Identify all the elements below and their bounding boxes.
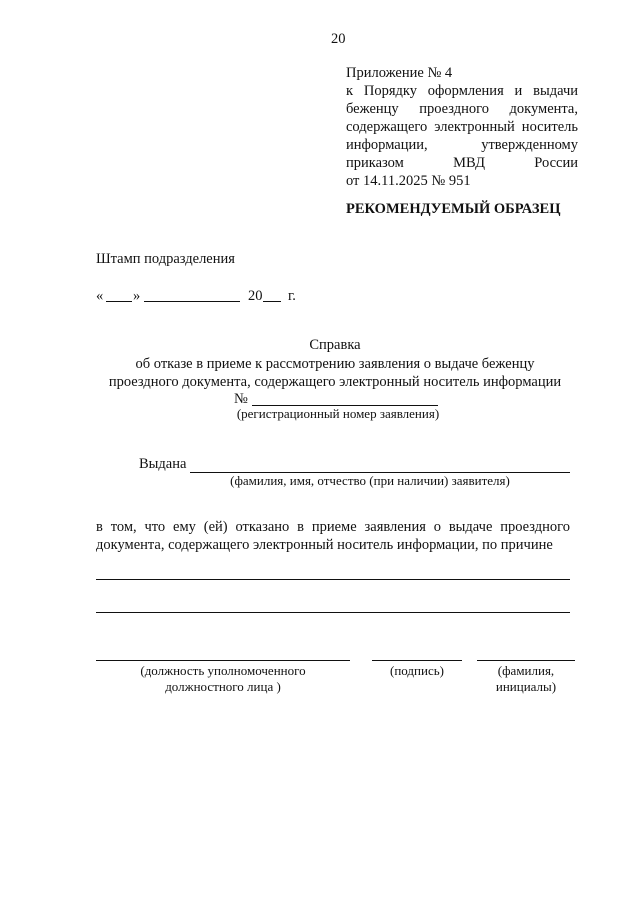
- appendix-line: [346, 136, 578, 154]
- reason-text-line: документа, содержащего электронный носитель информации, по причине: [96, 537, 553, 553]
- appendix-title: Приложение № 4: [346, 65, 453, 81]
- year-blank: [263, 301, 281, 302]
- page-number: 20: [331, 31, 346, 47]
- registration-number-caption: (регистрационный номер заявления): [236, 406, 440, 421]
- appendix-line: беженцу проездного документа,: [346, 101, 578, 117]
- appendix-word: МВД: [453, 155, 485, 171]
- sample-title: РЕКОМЕНДУЕМЫЙ ОБРАЗЕЦ: [346, 201, 561, 217]
- year-suffix: г.: [288, 288, 296, 304]
- reason-text-line: в том, что ему (ей) отказано в приеме заявления о выдаче проездного: [96, 519, 570, 535]
- month-blank: [144, 301, 240, 302]
- name-caption: инициалы): [495, 679, 557, 694]
- position-blank: [96, 660, 350, 661]
- number-sign: №: [234, 391, 248, 407]
- applicant-name-caption: (фамилия, имя, отчество (при наличии) заявителя): [230, 473, 510, 488]
- name-blank: [477, 660, 575, 661]
- signature-blank: [372, 660, 462, 661]
- appendix-word: России: [534, 155, 578, 171]
- appendix-word: приказом: [346, 155, 404, 171]
- appendix-block: [346, 64, 578, 190]
- position-caption: (должность уполномоченного: [140, 663, 306, 678]
- appendix-word: утвержденному: [481, 137, 578, 153]
- appendix-line: к Порядку оформления и выдачи: [346, 83, 578, 99]
- reason-blank-line: [96, 579, 570, 580]
- certificate-subtitle: об отказе в приеме к рассмотрению заявления о выдаче беженцу: [135, 356, 535, 372]
- appendix-date: от 14.11.2025 № 951: [346, 173, 471, 189]
- certificate-title: Справка: [309, 337, 361, 353]
- close-quote: »: [133, 288, 141, 304]
- position-caption: должностного лица ): [165, 679, 281, 694]
- signature-caption: (подпись): [390, 663, 444, 678]
- appendix-line: [346, 154, 578, 172]
- reason-blank-line: [96, 612, 570, 613]
- certificate-subtitle: проездного документа, содержащего электронный носитель информации: [108, 374, 562, 390]
- appendix-word: информации,: [346, 137, 428, 153]
- stamp-label: Штамп подразделения: [96, 251, 235, 267]
- appendix-line: содержащего электронный носитель: [346, 119, 578, 135]
- open-quote: «: [96, 288, 104, 304]
- name-caption: (фамилия,: [497, 663, 555, 678]
- day-blank: [106, 301, 132, 302]
- year-prefix: 20: [248, 288, 263, 304]
- issued-label: Выдана: [139, 456, 187, 472]
